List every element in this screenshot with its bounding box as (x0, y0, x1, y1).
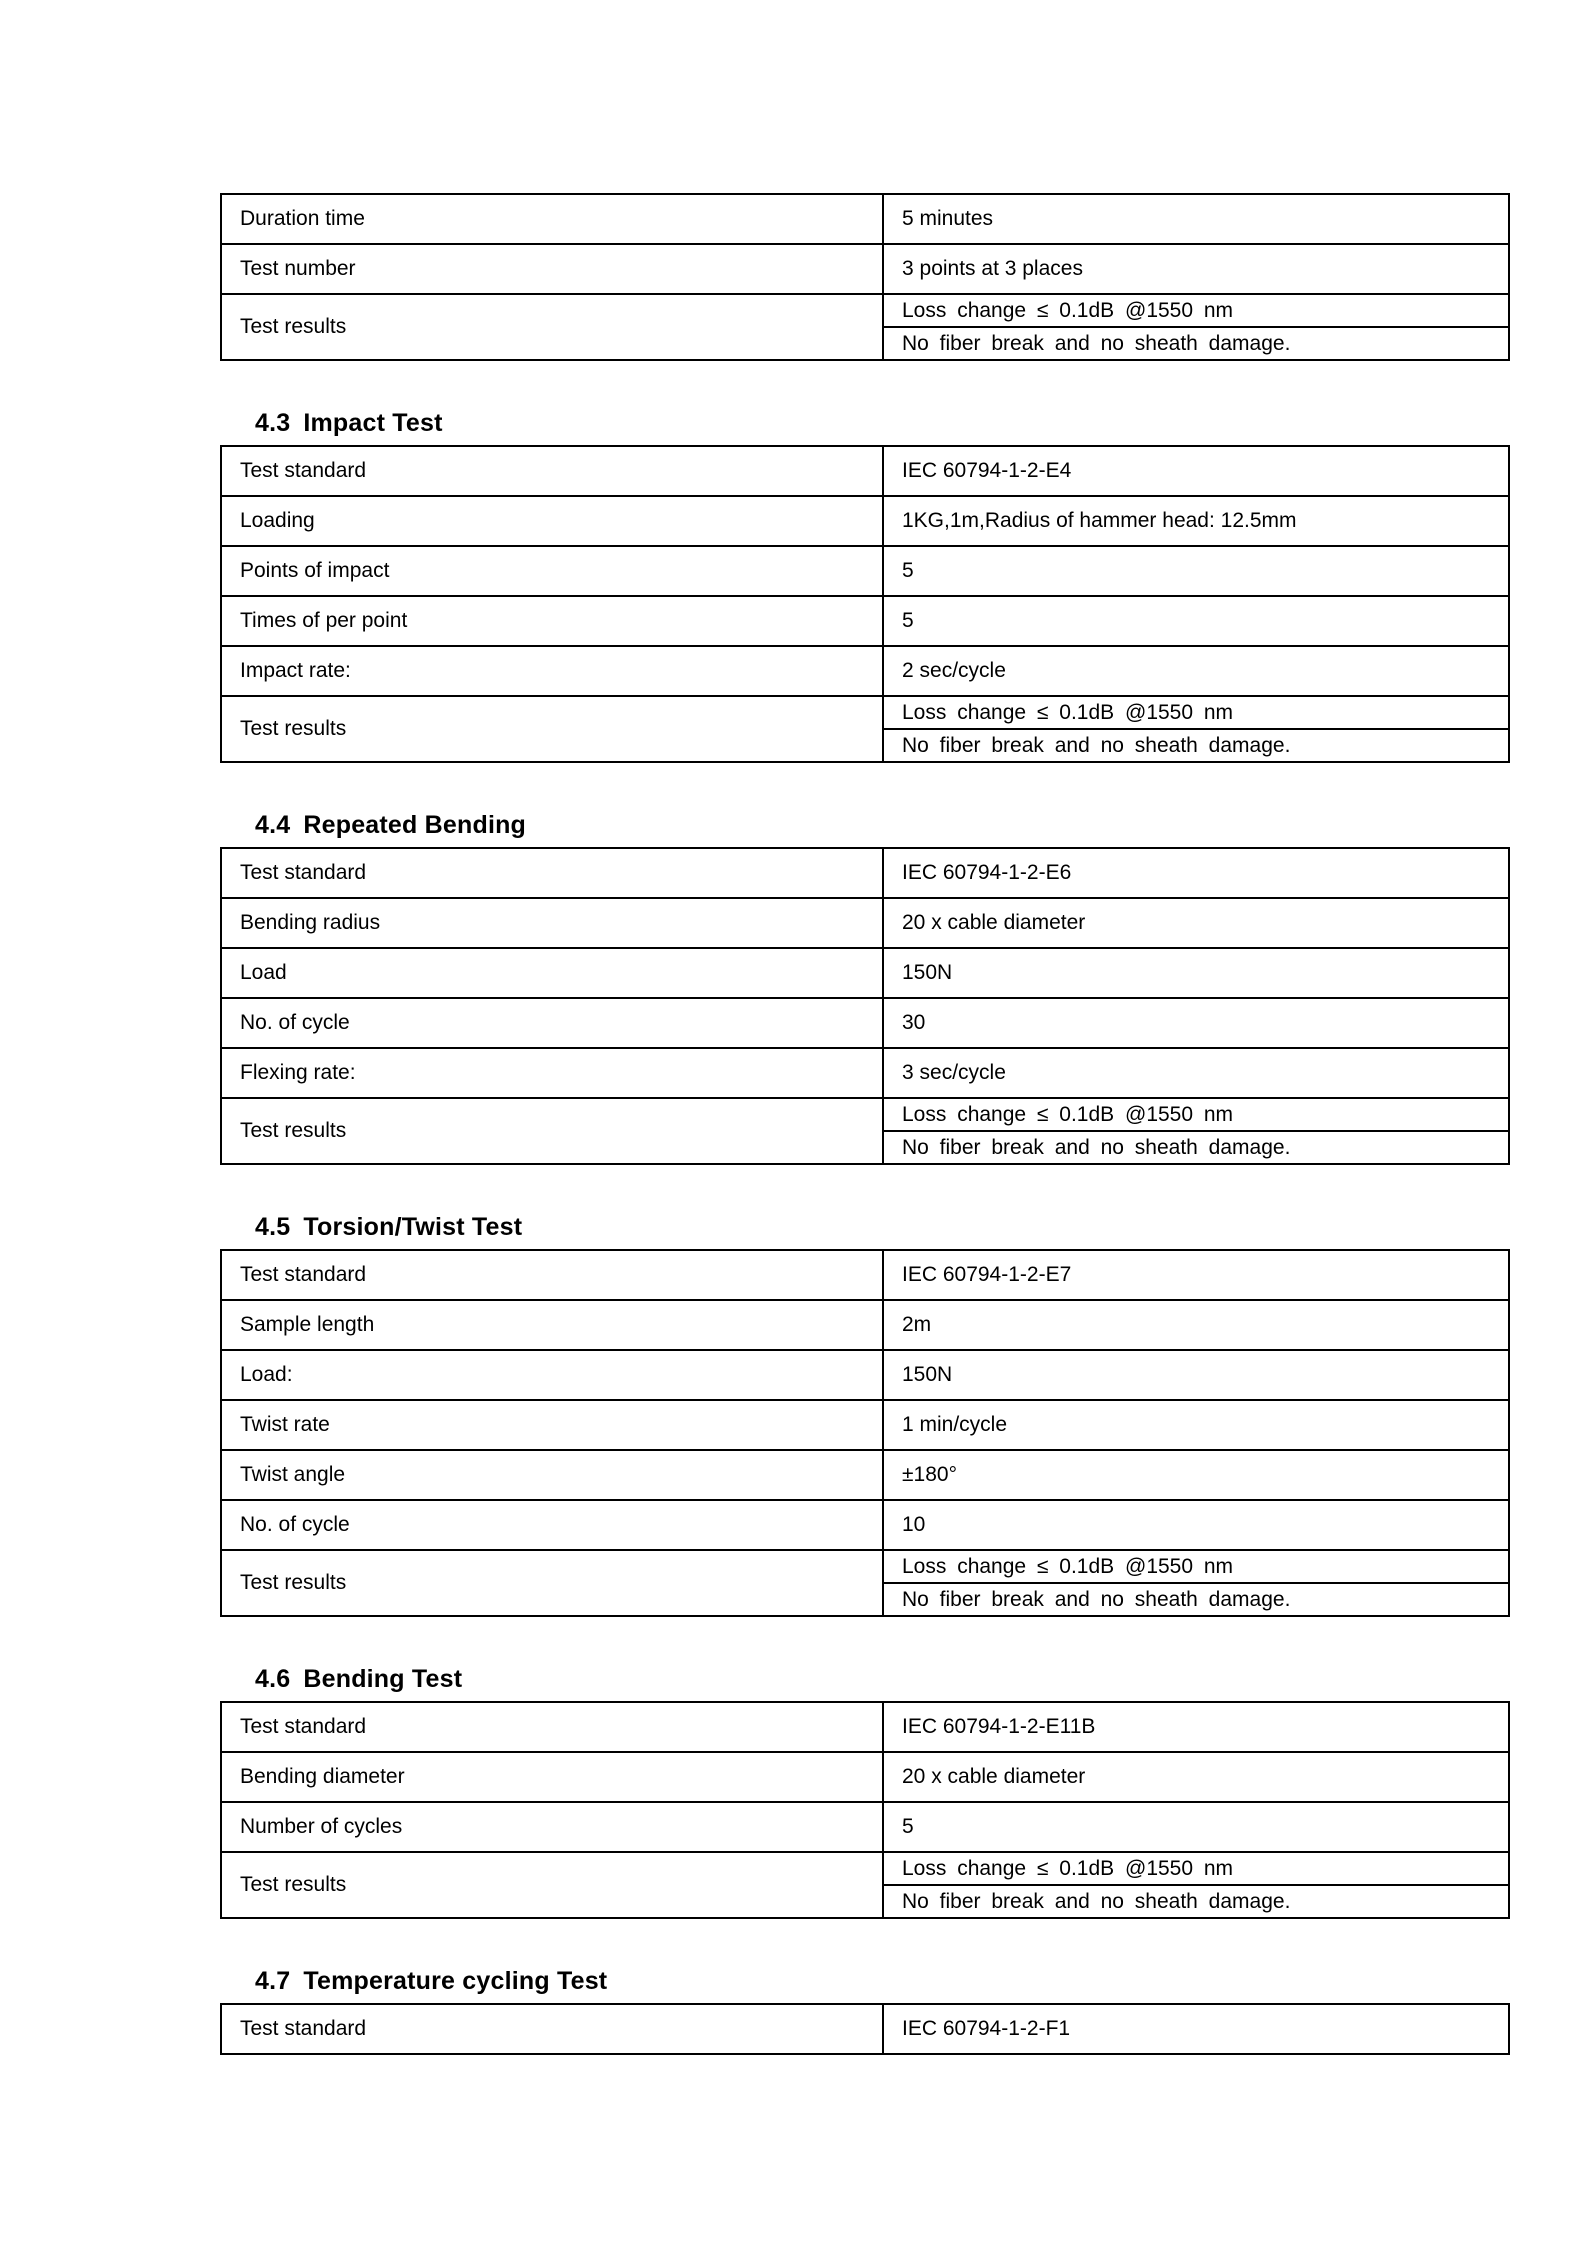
row-value: IEC 60794-1-2-E11B (883, 1702, 1509, 1752)
row-value: 5 (883, 546, 1509, 596)
table-row (221, 446, 1509, 496)
row-label: Times of per point (221, 596, 883, 646)
row-value-loss-change: Loss change ≤ 0.1dB @1550 nm (883, 294, 1509, 327)
row-value: 5 (883, 1802, 1509, 1852)
table-row (221, 1400, 1509, 1450)
row-value: IEC 60794-1-2-E6 (883, 848, 1509, 898)
row-label: Bending diameter (221, 1752, 883, 1802)
row-label: Number of cycles (221, 1802, 883, 1852)
row-label: Test standard (221, 446, 883, 496)
row-value: ±180° (883, 1450, 1509, 1500)
row-value: 10 (883, 1500, 1509, 1550)
bending-test-table (220, 1701, 1510, 1919)
table-row (221, 1752, 1509, 1802)
row-label: Twist rate (221, 1400, 883, 1450)
table-row (221, 1350, 1509, 1400)
heading-number: 4.5 (255, 1213, 291, 1241)
row-label: Test number (221, 244, 883, 294)
row-value: IEC 60794-1-2-E4 (883, 446, 1509, 496)
row-label: No. of cycle (221, 998, 883, 1048)
table-row (221, 1802, 1509, 1852)
heading-title: Repeated Bending (303, 811, 527, 839)
row-value-loss-change: Loss change ≤ 0.1dB @1550 nm (883, 1550, 1509, 1583)
section-heading-temperature-cycling-test (255, 1966, 1508, 1996)
section-heading-torsion-twist-test (255, 1212, 1508, 1242)
row-label: Load (221, 948, 883, 998)
table-row (221, 646, 1509, 696)
temperature-cycling-test-table (220, 2003, 1510, 2055)
row-label: Test results (221, 1550, 883, 1616)
impact-test-table (220, 445, 1510, 763)
row-value-loss-change: Loss change ≤ 0.1dB @1550 nm (883, 1098, 1509, 1131)
row-label: Test results (221, 1098, 883, 1164)
heading-title: Torsion/Twist Test (303, 1213, 523, 1241)
table-row (221, 244, 1509, 294)
row-value-no-break: No fiber break and no sheath damage. (883, 1885, 1509, 1918)
row-value-loss-change: Loss change ≤ 0.1dB @1550 nm (883, 1852, 1509, 1885)
table-row (221, 998, 1509, 1048)
row-value-no-break: No fiber break and no sheath damage. (883, 1131, 1509, 1164)
row-value-no-break: No fiber break and no sheath damage. (883, 729, 1509, 762)
row-label: Test results (221, 294, 883, 360)
table-row (221, 546, 1509, 596)
row-value: 150N (883, 1350, 1509, 1400)
row-label: Test standard (221, 848, 883, 898)
heading-title: Temperature cycling Test (303, 1967, 608, 1995)
table-row (221, 1550, 1509, 1583)
table-row (221, 194, 1509, 244)
section-heading-bending-test (255, 1664, 1508, 1694)
continued-spec-table (220, 193, 1510, 361)
row-value-no-break: No fiber break and no sheath damage. (883, 327, 1509, 360)
row-label: Loading (221, 496, 883, 546)
table-row (221, 496, 1509, 546)
heading-number: 4.7 (255, 1967, 291, 1995)
row-label: Twist angle (221, 1450, 883, 1500)
table-row (221, 1300, 1509, 1350)
row-label: Test standard (221, 1702, 883, 1752)
heading-title: Bending Test (303, 1665, 463, 1693)
row-label: Impact rate: (221, 646, 883, 696)
row-label: Bending radius (221, 898, 883, 948)
heading-number: 4.6 (255, 1665, 291, 1693)
row-value: IEC 60794-1-2-E7 (883, 1250, 1509, 1300)
row-value: 3 points at 3 places (883, 244, 1509, 294)
table-row (221, 1500, 1509, 1550)
table-row (221, 2004, 1509, 2054)
row-label: Duration time (221, 194, 883, 244)
row-value: 1 min/cycle (883, 1400, 1509, 1450)
section-heading-impact-test (255, 408, 1508, 438)
repeated-bending-table (220, 847, 1510, 1165)
table-row (221, 696, 1509, 729)
section-heading-repeated-bending (255, 810, 1508, 840)
row-value: IEC 60794-1-2-F1 (883, 2004, 1509, 2054)
table-row (221, 1450, 1509, 1500)
row-label: Points of impact (221, 546, 883, 596)
row-label: Sample length (221, 1300, 883, 1350)
table-row (221, 1098, 1509, 1131)
table-row (221, 294, 1509, 327)
row-value: 150N (883, 948, 1509, 998)
table-row (221, 848, 1509, 898)
table-row (221, 1250, 1509, 1300)
row-value-loss-change: Loss change ≤ 0.1dB @1550 nm (883, 696, 1509, 729)
row-value: 5 minutes (883, 194, 1509, 244)
table-row (221, 1048, 1509, 1098)
row-value: 5 (883, 596, 1509, 646)
heading-title: Impact Test (303, 409, 443, 437)
row-value: 30 (883, 998, 1509, 1048)
row-value: 3 sec/cycle (883, 1048, 1509, 1098)
row-value: 20 x cable diameter (883, 1752, 1509, 1802)
row-label: Test standard (221, 1250, 883, 1300)
table-row (221, 596, 1509, 646)
torsion-twist-test-table (220, 1249, 1510, 1617)
heading-number: 4.3 (255, 409, 291, 437)
row-label: Test standard (221, 2004, 883, 2054)
row-label: Flexing rate: (221, 1048, 883, 1098)
row-value: 2 sec/cycle (883, 646, 1509, 696)
table-row (221, 1702, 1509, 1752)
table-row (221, 898, 1509, 948)
row-value: 20 x cable diameter (883, 898, 1509, 948)
row-label: No. of cycle (221, 1500, 883, 1550)
row-value-no-break: No fiber break and no sheath damage. (883, 1583, 1509, 1616)
heading-number: 4.4 (255, 811, 291, 839)
row-label: Test results (221, 1852, 883, 1918)
row-label: Test results (221, 696, 883, 762)
table-row (221, 1852, 1509, 1885)
table-row (221, 948, 1509, 998)
row-value: 2m (883, 1300, 1509, 1350)
document-page-content (220, 193, 1508, 2055)
row-label: Load: (221, 1350, 883, 1400)
row-value: 1KG,1m,Radius of hammer head: 12.5mm (883, 496, 1509, 546)
